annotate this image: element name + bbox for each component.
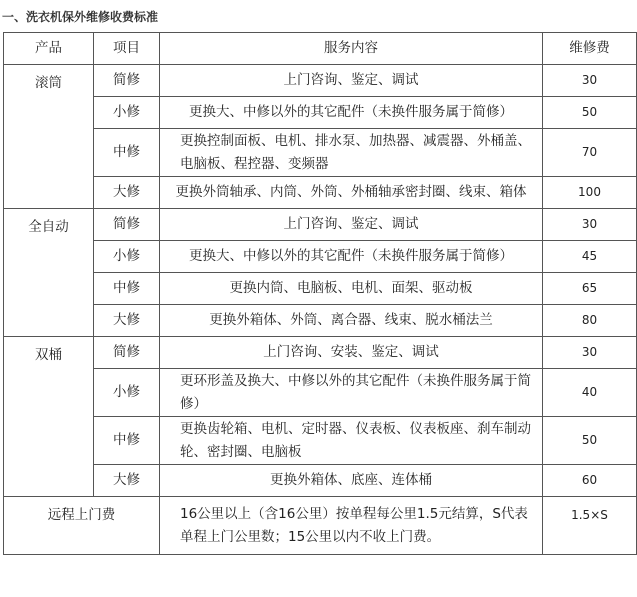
fee-cell: 60 bbox=[543, 465, 637, 497]
service-cell: 更换外箱体、外筒、离合器、线束、脱水桶法兰 bbox=[160, 305, 543, 337]
table-row bbox=[4, 465, 637, 497]
table-header-row bbox=[4, 33, 637, 65]
item-cell: 小修 bbox=[94, 97, 160, 129]
item-cell: 简修 bbox=[94, 209, 160, 241]
service-cell: 更换控制面板、电机、排水泵、加热器、减震器、外桶盖、电脑板、程控器、变频器 bbox=[160, 129, 543, 177]
item-cell: 中修 bbox=[94, 273, 160, 305]
fee-cell: 65 bbox=[543, 273, 637, 305]
item-cell: 大修 bbox=[94, 305, 160, 337]
item-cell: 小修 bbox=[94, 241, 160, 273]
header-item: 项目 bbox=[94, 33, 160, 65]
table-row bbox=[4, 337, 637, 369]
service-cell: 更换齿轮箱、电机、定时器、仪表板、仪表板座、刹车制动轮、密封圈、电脑板 bbox=[160, 417, 543, 465]
remote-fee-label: 远程上门费 bbox=[4, 497, 160, 555]
header-product: 产品 bbox=[4, 33, 94, 65]
table-row bbox=[4, 209, 637, 241]
table-row bbox=[4, 177, 637, 209]
table-row bbox=[4, 369, 637, 417]
fee-cell: 50 bbox=[543, 417, 637, 465]
remote-fee-service: 16公里以上（含16公里）按单程每公里1.5元结算，S代表单程上门公里数；15公里以内不收上门费。 bbox=[160, 497, 543, 555]
table-row bbox=[4, 417, 637, 465]
table-row bbox=[4, 497, 637, 555]
item-cell: 简修 bbox=[94, 337, 160, 369]
item-cell: 小修 bbox=[94, 369, 160, 417]
fee-cell: 40 bbox=[543, 369, 637, 417]
fee-cell: 80 bbox=[543, 305, 637, 337]
service-cell: 更环形盖及换大、中修以外的其它配件（未换件服务属于简修） bbox=[160, 369, 543, 417]
item-cell: 中修 bbox=[94, 417, 160, 465]
item-cell: 中修 bbox=[94, 129, 160, 177]
item-cell: 大修 bbox=[94, 465, 160, 497]
fee-cell: 30 bbox=[543, 209, 637, 241]
service-cell: 更换外箱体、底座、连体桶 bbox=[160, 465, 543, 497]
service-cell: 更换大、中修以外的其它配件（未换件服务属于简修） bbox=[160, 97, 543, 129]
fee-cell: 30 bbox=[543, 65, 637, 97]
table-row bbox=[4, 97, 637, 129]
product-cell: 全自动 bbox=[4, 209, 94, 337]
table-row bbox=[4, 273, 637, 305]
service-cell: 更换大、中修以外的其它配件（未换件服务属于简修） bbox=[160, 241, 543, 273]
item-cell: 简修 bbox=[94, 65, 160, 97]
header-service: 服务内容 bbox=[160, 33, 543, 65]
service-cell: 更换外筒轴承、内筒、外筒、外桶轴承密封圈、线束、箱体 bbox=[160, 177, 543, 209]
table-row bbox=[4, 65, 637, 97]
page-title: 一、洗衣机保外维修收费标准 bbox=[2, 10, 159, 24]
fee-cell: 100 bbox=[543, 177, 637, 209]
fee-cell: 50 bbox=[543, 97, 637, 129]
fee-cell: 70 bbox=[543, 129, 637, 177]
table-row bbox=[4, 241, 637, 273]
table-row bbox=[4, 305, 637, 337]
item-cell: 大修 bbox=[94, 177, 160, 209]
fee-cell: 45 bbox=[543, 241, 637, 273]
fee-table bbox=[3, 32, 637, 555]
remote-fee-value: 1.5×S bbox=[543, 497, 637, 555]
service-cell: 更换内筒、电脑板、电机、面架、驱动板 bbox=[160, 273, 543, 305]
service-cell: 上门咨询、安装、鉴定、调试 bbox=[160, 337, 543, 369]
service-cell: 上门咨询、鉴定、调试 bbox=[160, 65, 543, 97]
product-cell: 双桶 bbox=[4, 337, 94, 497]
table-row bbox=[4, 129, 637, 177]
fee-cell: 30 bbox=[543, 337, 637, 369]
service-cell: 上门咨询、鉴定、调试 bbox=[160, 209, 543, 241]
header-fee: 维修费 bbox=[543, 33, 637, 65]
product-cell: 滚筒 bbox=[4, 65, 94, 209]
